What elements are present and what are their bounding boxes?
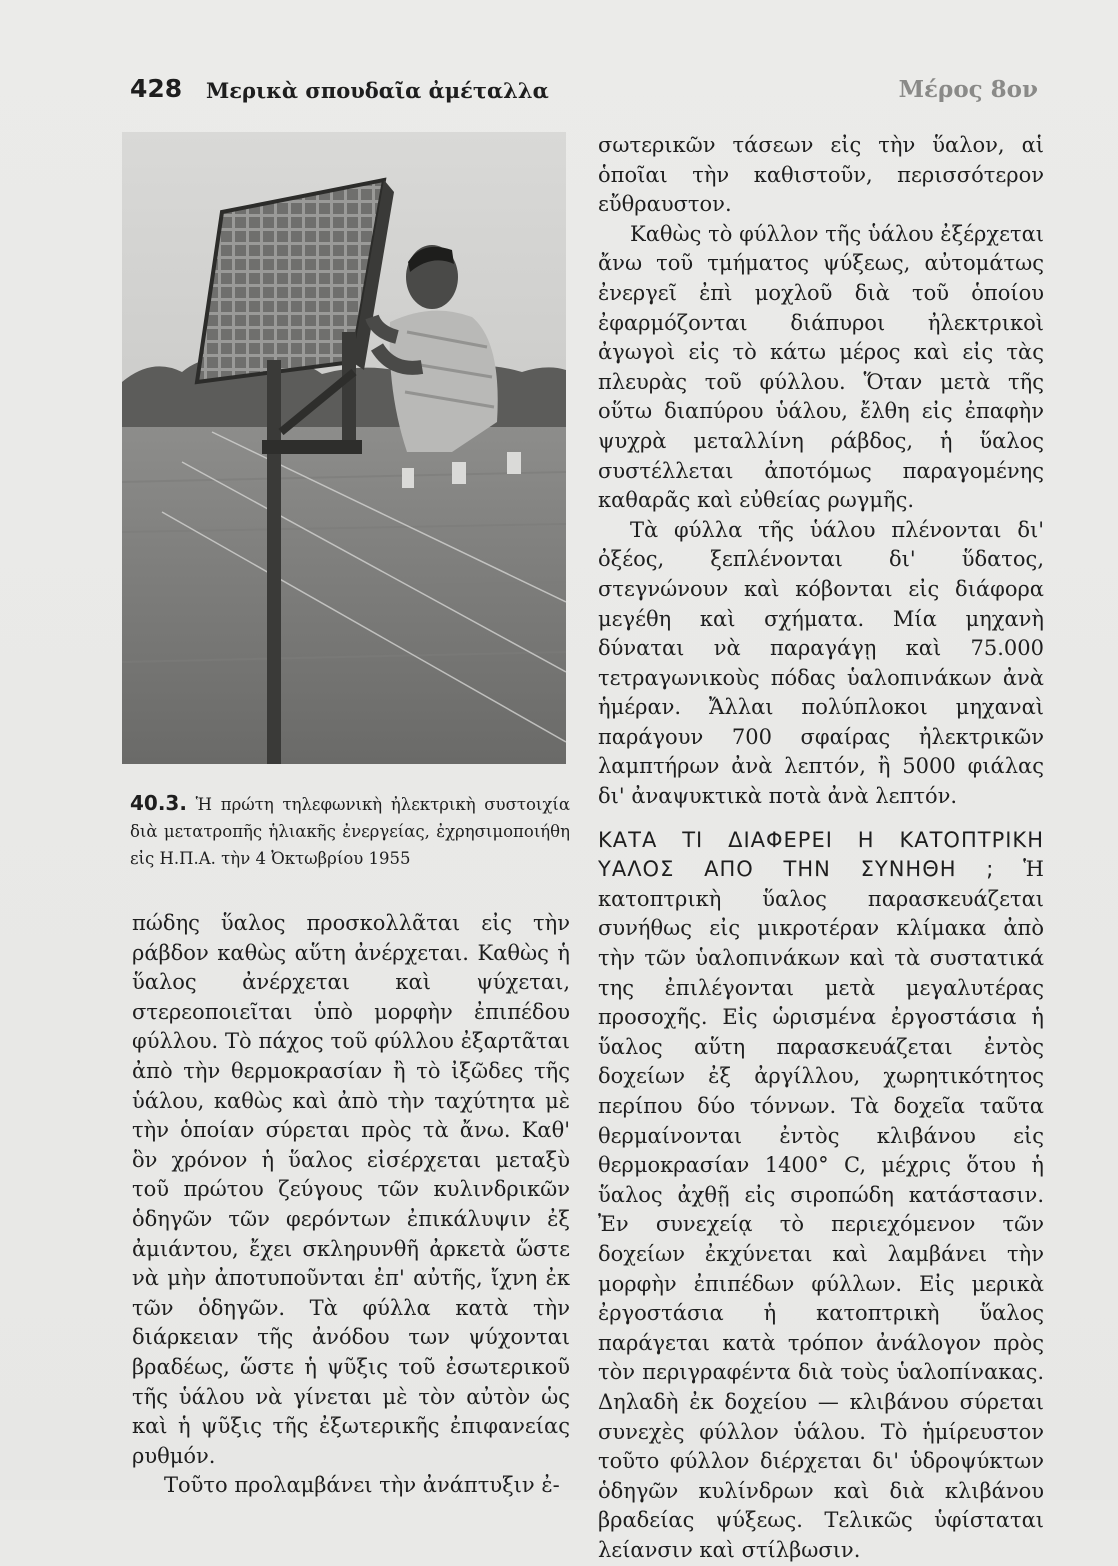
section-title: Μερικὰ σπουδαῖα ἀμέταλλα bbox=[206, 78, 549, 103]
figure-photo bbox=[122, 132, 566, 764]
running-header bbox=[130, 74, 1038, 114]
figure-caption-text: Ἡ πρώτη τηλεφωνικὴ ἠλεκτρικὴ συστοιχία διὰ μετατροπῆς ἡλιακῆς ἐνεργείας, ἐχρησιμοποιήθη εἰς Η.Π.Α. τὴν 4 Ὀκτωβρίου 1955 bbox=[130, 795, 570, 868]
page-number: 428 bbox=[130, 74, 183, 103]
part-label: Μέρος 8ον bbox=[898, 76, 1038, 103]
right-column bbox=[598, 131, 1044, 1566]
section-body: Ἡ κατοπτρικὴ ὕαλος παρασκευάζεται συνήθως εἰς μικροτέραν κλίμακα ἀπὸ τὴν τῶν ὑαλοπινάκων καὶ τὰ συστατικά της ἐπιλέγονται μετὰ μεγαλυτέρας προσοχῆς. Εἰς ὡρισμένα ἐργοστάσια ἡ ὕαλος αὕτη παρασκευάζεται ἐντὸς δοχείων ἐξ ἀργίλλου, χωρητικότητος περίπου δύο τόννων. Τὰ δοχεῖα ταῦτα θερμαίνονται ἐντὸς κλιβάνου εἰς θερμοκρασίαν 1400° C, μέχρις ὅτου ἡ ὕαλος ἀχθῇ εἰς σιροπώδη κατάστασιν. Ἐν συνεχείᾳ τὸ περιεχόμενον τῶν δοχείων ἐκχύνεται καὶ λαμβάνει τὴν μορφὴν ἐπιπέδων φύλλων. Εἰς μερικὰ ἐργοστάσια ἡ κατοπτρικὴ ὕαλος παράγεται κατὰ τρόπον ἀνάλογον πρὸς τὸν περιγραφέντα διὰ τοὺς ὑαλοπίνακας. Δηλαδὴ ἐκ δοχείου — κλιβάνου σύρεται συνεχὲς φύλλον ὑάλου. Τὸ ἡμίρευστον τοῦτο φύλλον διέρχεται δι' ὑδροψύκτων ὁδηγῶν κυλίνδρων καὶ διὰ κλιβάνου βραδείας ψύξεως. Τελικῶς ὑφίσταται λείανσιν καὶ στίλβωσιν. bbox=[598, 857, 1044, 1562]
paragraph: πώδης ὕαλος προσκολλᾶται εἰς τὴν ράβδον καθὼς αὕτη ἀνέρχεται. Καθὼς ἡ ὕαλος ἀνέρχεται καὶ ψύχεται, στερεοποιεῖται ὑπὸ μορφὴν ἐπιπέδου φύλλου. Τὸ πάχος τοῦ φύλλου ἐξαρτᾶται ἀπὸ τὴν θερμοκρασίαν ἢ τὸ ἰξῶδες τῆς ὑάλου, καθὼς καὶ ἀπὸ τὴν ταχύτητα μὲ τὴν ὁποίαν σύρεται πρὸς τὰ ἄνω. Καθ' ὃν χρόνον ἡ ὕαλος εἰσέρχεται μεταξὺ τοῦ πρώτου ζεύγους τῶν κυλινδρικῶν ὁδηγῶν τῶν φερόντων ἐπικάλυψιν ἐξ ἀμιάντου, ἔχει σκληρυνθῆ ἀρκετὰ ὥστε νὰ μὴν ἀποτυποῦνται ἐπ' αὐτῆς, ἴχνη ἐκ τῶν ὁδηγῶν. Τὰ φύλλα κατὰ τὴν διάρκειαν τῆς ἀνόδου των ψύχονται βραδέως, ὥστε ἡ ψῦξις τοῦ ἐσωτερικοῦ τῆς ὑάλου νὰ γίνεται μὲ τὸν αὐτὸν ὡς καὶ ἡ ψῦξις τῆς ἐξωτερικῆς ἐπιφανείας ρυθμόν. bbox=[132, 911, 570, 1468]
section-paragraph bbox=[598, 826, 1044, 1566]
figure-caption bbox=[130, 790, 570, 872]
left-column bbox=[132, 909, 570, 1501]
section-heading: ΚΑΤΑ ΤΙ ΔΙΑΦΕΡΕΙ Η ΚΑΤΟΠΤΡΙΚΗ ΥΑΛΟΣ ΑΠΟ ΤΗΝ ΣΥΝΗΘΗ ; bbox=[598, 827, 1044, 882]
paragraph: Τὰ φύλλα τῆς ὑάλου πλένονται δι' ὀξέος, ξεπλένονται δι' ὕδατος, στεγνώνουν καὶ κόβονται εἰς διάφορα μεγέθη καὶ σχήματα. Μία μηχανὴ δύναται νὰ παραγάγῃ καὶ 75.000 τετραγωνικοὺς πόδας ὑαλοπινάκων ἀνὰ ἡμέραν. Ἄλλαι πολύπλοκοι μηχαναὶ παράγουν 700 σφαίρας ἠλεκτρικῶν λαμπτήρων ἀνὰ λεπτόν, ἢ 5000 φιάλας δι' ἀναψυκτικὰ ποτὰ ἀνὰ λεπτόν. bbox=[598, 517, 1044, 809]
paragraph: Καθὼς τὸ φύλλον τῆς ὑάλου ἐξέρχεται ἄνω τοῦ τμήματος ψύξεως, αὐτομάτως ἐνεργεῖ ἐπὶ μοχλοῦ διὰ τοῦ ὁποίου ἐφαρμόζονται διάπυροι ἠλεκτρικοὶ ἀγωγοὶ εἰς τὸ κάτω μέρος καὶ εἰς τὰς πλευρὰς τοῦ φύλλου. Ὅταν μετὰ τῆς οὕτω διαπύρου ὑάλου, ἔλθη εἰς ἐπαφὴν ψυχρὰ μεταλλίνη ράβδος, ἡ ὕαλος συστέλλεται ἀποτόμως παραγομένης καθαρᾶς καὶ εὐθείας ρωγμῆς. bbox=[598, 221, 1044, 513]
solar-battery-photo bbox=[122, 132, 566, 764]
paragraph: Τοῦτο προλαμβάνει τὴν ἀνάπτυξιν ἐ- bbox=[164, 1473, 560, 1498]
paragraph: σωτερικῶν τάσεων εἰς τὴν ὕαλον, αἱ ὁποῖαι τὴν καθιστοῦν, περισσότερον εὔθραυστον. bbox=[598, 133, 1044, 217]
figure-number: 40.3. bbox=[130, 791, 187, 815]
